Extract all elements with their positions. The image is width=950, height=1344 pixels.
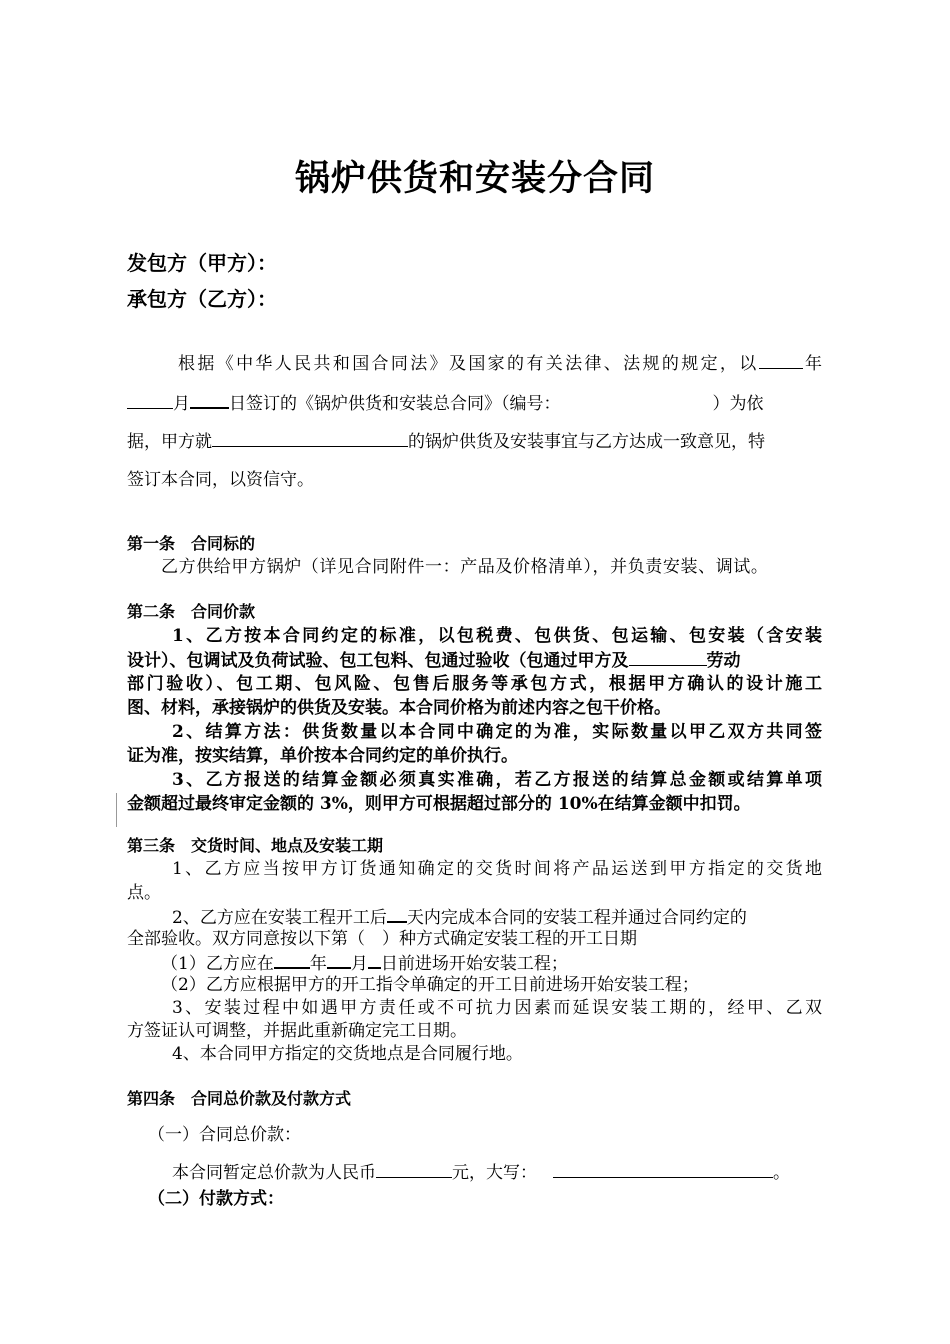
price-text: 元，大写： bbox=[452, 1163, 537, 1183]
party-b-label: 承包方（乙方）： bbox=[127, 287, 277, 311]
article-4-sub-2: （二）付款方式： bbox=[148, 1189, 284, 1209]
blank-price-amount bbox=[376, 1159, 452, 1178]
preamble-text: 据，甲方就 bbox=[127, 432, 212, 452]
article-4-sub-1: （一）合同总价款： bbox=[148, 1125, 301, 1145]
price-text: 本合同暂定总价款为人民币 bbox=[172, 1163, 376, 1183]
preamble-text: ）为依 bbox=[712, 394, 764, 414]
preamble-line-1 bbox=[127, 350, 822, 377]
article-1-heading: 第一条 合同标的 bbox=[127, 534, 256, 553]
article-1-text: 乙方供给甲方锅炉（详见合同附件一：产品及价格清单），并负责安装、调试。 bbox=[161, 557, 769, 577]
clause-text: 天内完成本合同的安装工程并通过合同约定的 bbox=[406, 908, 747, 928]
option-text: （1）乙方应在 bbox=[161, 954, 274, 974]
option-text: 月 bbox=[350, 954, 368, 974]
blank-year bbox=[759, 350, 803, 369]
article-2-clause-1-line-3: 部门验收）、包工期、包风险、包售后服务等承包方式，根据甲方确认的设计施工 bbox=[127, 674, 822, 694]
blank-start-year bbox=[274, 949, 310, 969]
article-2-clause-2-line-1: 2、结算方法：供货数量以本合同中确定的为准，实际数量以甲乙双方共同签 bbox=[172, 722, 822, 742]
margin-mark bbox=[116, 793, 117, 827]
contract-title: 锅炉供货和安装分合同 bbox=[294, 159, 655, 199]
preamble-line-4: 签订本合同，以资信守。 bbox=[127, 470, 314, 490]
article-3-clause-3-line-1: 3、安装过程中如遇甲方责任或不可抗力因素而延误安装工期的，经甲、乙双 bbox=[172, 998, 822, 1018]
article-2-clause-1-line-1: 1、乙方按本合同约定的标准，以包税费、包供货、包运输、包安装（含安装 bbox=[172, 626, 822, 646]
clause-text: 2、乙方应在安装工程开工后 bbox=[172, 908, 387, 928]
preamble-line-2 bbox=[127, 389, 822, 417]
party-a-label: 发包方（甲方）： bbox=[127, 251, 277, 275]
preamble-text: 年 bbox=[802, 354, 823, 374]
article-4-price-line bbox=[172, 1159, 790, 1186]
article-4-heading: 第四条 合同总价款及付款方式 bbox=[127, 1089, 352, 1108]
article-3-clause-3-line-2: 方签证认可调整，并据此重新确定完工日期。 bbox=[127, 1021, 467, 1041]
option-text: 日前进场开始安装工程； bbox=[380, 954, 568, 974]
article-2-clause-3-line-2: 金额超过最终审定金额的 3%，则甲方可根据超过部分的 10%在结算金额中扣罚。 bbox=[127, 794, 751, 814]
blank-start-day bbox=[368, 949, 381, 969]
blank-price-words bbox=[553, 1159, 773, 1178]
article-2-heading: 第二条 合同价款 bbox=[127, 602, 256, 621]
blank-authority bbox=[629, 647, 707, 666]
blank-start-month bbox=[327, 949, 351, 969]
clause-text: 设计）、包调试及负荷试验、包工包料、包通过验收（包通过甲方及 bbox=[127, 651, 629, 671]
blank-day bbox=[190, 389, 229, 409]
preamble-text: 日签订的《锅炉供货和安装总合同》（编号： bbox=[229, 394, 561, 414]
article-2-clause-1-line-2 bbox=[127, 647, 822, 674]
article-2-clause-3-line-1: 3、乙方报送的结算金额必须真实准确，若乙方报送的结算总金额或结算单项 bbox=[172, 770, 822, 790]
article-3-clause-2-line-2: 全部验收。双方同意按以下第（ ）种方式确定安装工程的开工日期 bbox=[127, 929, 637, 949]
clause-text: 劳动 bbox=[706, 651, 741, 671]
blank-days bbox=[387, 903, 407, 923]
preamble-text: 根据《中华人民共和国合同法》及国家的有关法律、法规的规定，以 bbox=[178, 354, 759, 374]
article-3-clause-4: 4、本合同甲方指定的交货地点是合同履行地。 bbox=[172, 1044, 523, 1064]
article-3-option-2: （2）乙方应根据甲方的开工指令单确定的开工日前进场开始安装工程； bbox=[161, 975, 699, 995]
preamble-text: 月 bbox=[173, 394, 190, 414]
article-3-heading: 第三条 交货时间、地点及安装工期 bbox=[127, 836, 384, 855]
price-text: 。 bbox=[773, 1163, 790, 1183]
article-3-clause-1-line-2: 点。 bbox=[127, 883, 161, 903]
blank-month bbox=[127, 390, 173, 409]
article-3-clause-1-line-1: 1、乙方应当按甲方订货通知确定的交货时间将产品运送到甲方指定的交货地 bbox=[172, 859, 822, 879]
preamble-line-3 bbox=[127, 428, 822, 455]
preamble-text: 的锅炉供货及安装事宜与乙方达成一致意见，特 bbox=[408, 432, 765, 452]
blank-project bbox=[212, 428, 408, 447]
option-text: 年 bbox=[309, 954, 327, 974]
article-2-clause-1-line-4: 图、材料，承接锅炉的供货及安装。本合同价格为前述内容之包干价格。 bbox=[127, 698, 671, 718]
article-2-clause-2-line-2: 证为准，按实结算，单价按本合同约定的单价执行。 bbox=[127, 746, 518, 766]
